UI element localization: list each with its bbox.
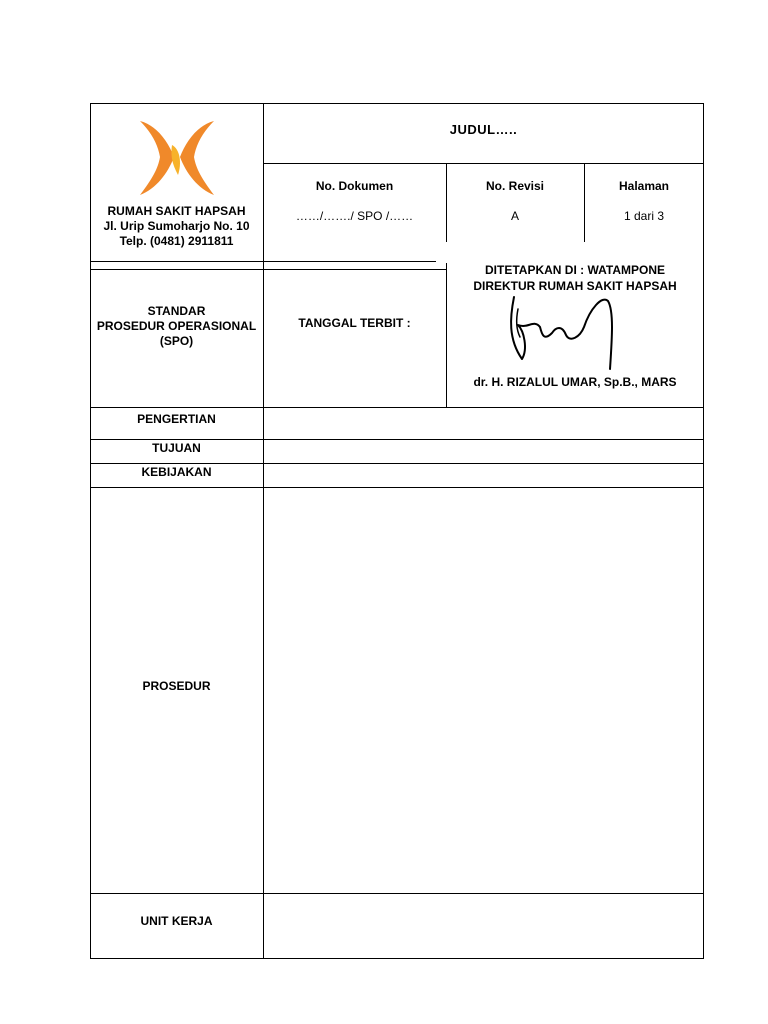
hospital-identity <box>90 201 263 251</box>
no-revisi-label: No. Revisi <box>485 178 545 193</box>
divider-revisi-halaman <box>584 163 585 242</box>
no-revisi-value: A <box>510 208 519 223</box>
prosedur-label: PROSEDUR <box>142 678 211 693</box>
divider-title-row <box>263 163 704 164</box>
spo-line-3: (SPO) <box>159 333 194 348</box>
divider-dokumen-revisi <box>446 163 447 242</box>
hospital-phone: Telp. (0481) 2911811 <box>119 233 234 248</box>
signer-name: dr. H. RIZALUL UMAR, Sp.B., MARS <box>473 374 677 389</box>
hospital-name: RUMAH SAKIT HAPSAH <box>107 203 246 218</box>
halaman-value: 1 dari 3 <box>623 208 665 223</box>
divider-kebijakan-row <box>90 487 704 488</box>
divider-header-bottom-2 <box>90 269 263 270</box>
document-title: JUDUL….. <box>449 121 518 137</box>
divider-prosedur-row <box>90 893 704 894</box>
kebijakan-label: KEBIJAKAN <box>141 464 212 479</box>
tanggal-terbit-label: TANGGAL TERBIT : <box>298 315 411 330</box>
director-signature <box>504 289 624 375</box>
divider-header-bottom-1 <box>90 261 436 262</box>
direktur-text: DIREKTUR RUMAH SAKIT HAPSAH <box>473 278 677 293</box>
spo-line-1: STANDAR <box>147 303 206 318</box>
spo-document <box>90 103 704 959</box>
logo-shape-center <box>171 145 180 175</box>
no-dokumen-label: No. Dokumen <box>315 178 394 193</box>
divider-header-bottom-3 <box>263 269 446 270</box>
no-dokumen-value: ……/……./ SPO /…… <box>295 208 414 223</box>
tujuan-label: TUJUAN <box>152 440 201 455</box>
unit-kerja-label: UNIT KERJA <box>140 913 213 928</box>
hospital-address: Jl. Urip Sumoharjo No. 10 <box>103 218 250 233</box>
spo-label <box>90 299 263 353</box>
spo-line-2: PROSEDUR OPERASIONAL <box>96 318 257 333</box>
hospital-logo <box>134 115 220 199</box>
pengertian-label: PENGERTIAN <box>137 411 216 426</box>
divider-left-column <box>263 103 264 958</box>
ditetapkan-text: DITETAPKAN DI : WATAMPONE <box>485 262 665 277</box>
logo-shape-left <box>140 121 174 195</box>
logo-shape-right <box>180 121 214 195</box>
halaman-label: Halaman <box>618 178 670 193</box>
